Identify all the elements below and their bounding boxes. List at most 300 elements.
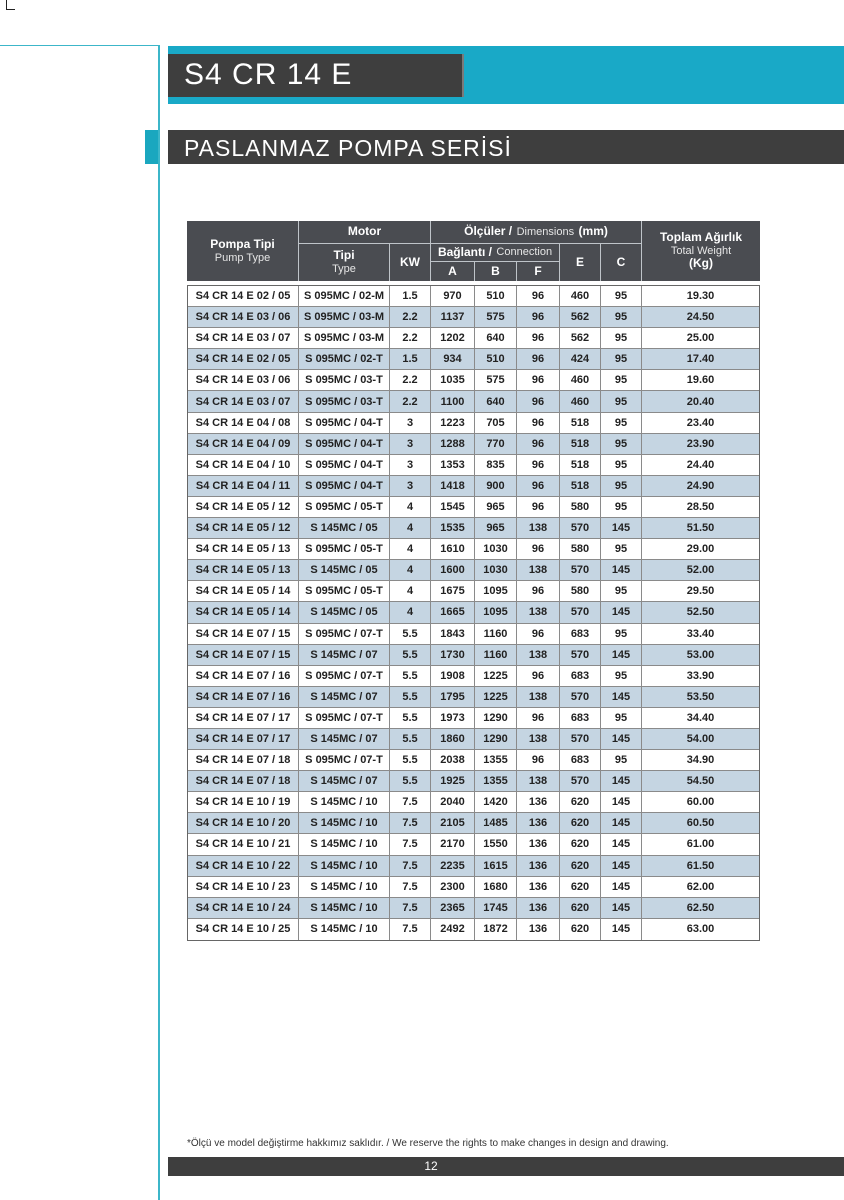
table-row — [188, 539, 759, 560]
header-e: E — [575, 254, 584, 269]
cell-a: 1675 — [431, 581, 475, 601]
header-weight — [642, 221, 760, 281]
cell-a: 1418 — [431, 476, 475, 496]
cell-f: 96 — [517, 434, 560, 454]
cell-c: 145 — [601, 771, 642, 791]
cell-kw: 2.2 — [390, 391, 431, 411]
cell-motor-type: S 145MC / 05 — [299, 560, 390, 580]
cell-motor-type: S 095MC / 07-T — [299, 708, 390, 728]
cell-kw: 5.5 — [390, 687, 431, 707]
cell-a: 2170 — [431, 834, 475, 854]
header-c: C — [616, 254, 626, 269]
cell-pump-type: S4 CR 14 E 05 / 12 — [188, 497, 299, 517]
cell-f: 138 — [517, 729, 560, 749]
cell-pump-type: S4 CR 14 E 07 / 16 — [188, 666, 299, 686]
table-row — [188, 391, 759, 412]
cell-kw: 4 — [390, 497, 431, 517]
cell-pump-type: S4 CR 14 E 10 / 21 — [188, 834, 299, 854]
cell-e: 580 — [560, 581, 601, 601]
cell-weight: 25.00 — [686, 332, 715, 345]
cell-b: 575 — [475, 370, 517, 390]
footer-bar — [168, 1157, 844, 1176]
cell-pump-type: S4 CR 14 E 02 / 05 — [188, 349, 299, 369]
cell-pump-type: S4 CR 14 E 04 / 11 — [188, 476, 299, 496]
header-weight-tr: Toplam Ağırlık — [659, 229, 742, 244]
cell-motor-type: S 095MC / 03-T — [299, 370, 390, 390]
table-row — [188, 624, 759, 645]
header-connection-en: Connection — [496, 246, 553, 259]
page-subtitle: PASLANMAZ POMPA SERİSİ — [184, 135, 512, 161]
page-number: 12 — [424, 1159, 438, 1173]
cell-b: 1095 — [475, 581, 517, 601]
cell-motor-type: S 095MC / 05-T — [299, 497, 390, 517]
cell-f: 96 — [517, 497, 560, 517]
crop-mark — [6, 0, 15, 10]
header-dimensions-en: Dimensions — [516, 225, 575, 238]
cell-c: 95 — [601, 539, 642, 559]
cell-kw: 5.5 — [390, 771, 431, 791]
cell-b: 510 — [475, 349, 517, 369]
accent-tab — [145, 130, 158, 164]
cell-weight: 29.00 — [686, 543, 715, 556]
cell-a: 1035 — [431, 370, 475, 390]
cell-e: 570 — [560, 560, 601, 580]
cell-f: 96 — [517, 455, 560, 475]
cell-motor-type: S 145MC / 05 — [299, 602, 390, 622]
cell-b: 1485 — [475, 813, 517, 833]
cell-f: 136 — [517, 792, 560, 812]
cell-a: 1353 — [431, 455, 475, 475]
cell-f: 96 — [517, 539, 560, 559]
cell-c: 95 — [601, 307, 642, 327]
cell-c: 95 — [601, 476, 642, 496]
accent-line-vertical — [158, 45, 160, 1200]
header-motor-type — [299, 244, 389, 281]
cell-motor-type: S 145MC / 07 — [299, 645, 390, 665]
cell-e: 620 — [560, 856, 601, 876]
cell-weight: 61.00 — [686, 838, 715, 851]
cell-a: 1223 — [431, 413, 475, 433]
cell-motor-type: S 145MC / 10 — [299, 898, 390, 918]
cell-e: 424 — [560, 349, 601, 369]
cell-pump-type: S4 CR 14 E 10 / 22 — [188, 856, 299, 876]
cell-f: 136 — [517, 919, 560, 940]
cell-b: 965 — [475, 518, 517, 538]
cell-motor-type: S 145MC / 10 — [299, 792, 390, 812]
cell-f: 96 — [517, 750, 560, 770]
cell-f: 136 — [517, 898, 560, 918]
cell-e: 580 — [560, 497, 601, 517]
cell-kw: 2.2 — [390, 328, 431, 348]
cell-motor-type: S 095MC / 07-T — [299, 750, 390, 770]
cell-f: 96 — [517, 391, 560, 411]
table-row — [188, 792, 759, 813]
cell-motor-type: S 145MC / 10 — [299, 813, 390, 833]
cell-e: 570 — [560, 729, 601, 749]
cell-c: 145 — [601, 792, 642, 812]
cell-c: 95 — [601, 370, 642, 390]
cell-pump-type: S4 CR 14 E 03 / 06 — [188, 307, 299, 327]
cell-f: 96 — [517, 349, 560, 369]
cell-weight: 60.00 — [686, 796, 715, 809]
cell-weight: 17.40 — [686, 353, 715, 366]
cell-f: 138 — [517, 560, 560, 580]
cell-pump-type: S4 CR 14 E 07 / 18 — [188, 771, 299, 791]
cell-weight: 60.50 — [686, 817, 715, 830]
cell-kw: 7.5 — [390, 813, 431, 833]
cell-a: 2235 — [431, 856, 475, 876]
cell-c: 145 — [601, 834, 642, 854]
cell-pump-type: S4 CR 14 E 07 / 17 — [188, 708, 299, 728]
header-pump-type-tr: Pompa Tipi — [210, 236, 275, 251]
cell-e: 518 — [560, 413, 601, 433]
cell-a: 1288 — [431, 434, 475, 454]
cell-pump-type: S4 CR 14 E 04 / 08 — [188, 413, 299, 433]
cell-a: 2105 — [431, 813, 475, 833]
cell-c: 95 — [601, 413, 642, 433]
cell-weight: 63.00 — [686, 923, 715, 936]
cell-a: 1795 — [431, 687, 475, 707]
cell-kw: 7.5 — [390, 792, 431, 812]
subtitle-band — [168, 130, 844, 164]
header-pump-type — [187, 221, 298, 281]
cell-b: 1290 — [475, 729, 517, 749]
cell-c: 95 — [601, 349, 642, 369]
cell-a: 1600 — [431, 560, 475, 580]
cell-kw: 4 — [390, 560, 431, 580]
cell-a: 2300 — [431, 877, 475, 897]
table-row — [188, 497, 759, 518]
cell-c: 95 — [601, 434, 642, 454]
cell-pump-type: S4 CR 14 E 10 / 19 — [188, 792, 299, 812]
table-row — [188, 708, 759, 729]
cell-c: 145 — [601, 518, 642, 538]
cell-f: 138 — [517, 518, 560, 538]
cell-a: 1843 — [431, 624, 475, 644]
cell-c: 145 — [601, 898, 642, 918]
cell-e: 562 — [560, 328, 601, 348]
cell-a: 1610 — [431, 539, 475, 559]
cell-b: 900 — [475, 476, 517, 496]
header-a: A — [448, 263, 457, 278]
cell-e: 683 — [560, 750, 601, 770]
header-pump-type-en: Pump Type — [214, 251, 271, 264]
cell-weight: 28.50 — [686, 500, 715, 513]
header-connection — [431, 244, 559, 261]
cell-weight: 33.90 — [686, 669, 715, 682]
cell-c: 95 — [601, 624, 642, 644]
cell-e: 683 — [560, 708, 601, 728]
cell-pump-type: S4 CR 14 E 05 / 12 — [188, 518, 299, 538]
cell-f: 138 — [517, 687, 560, 707]
cell-b: 1615 — [475, 856, 517, 876]
cell-f: 96 — [517, 307, 560, 327]
cell-b: 1225 — [475, 687, 517, 707]
cell-a: 1908 — [431, 666, 475, 686]
cell-weight: 20.40 — [686, 395, 715, 408]
cell-f: 138 — [517, 771, 560, 791]
cell-b: 1290 — [475, 708, 517, 728]
table-row — [188, 476, 759, 497]
header-divider — [298, 243, 641, 244]
cell-kw: 2.2 — [390, 370, 431, 390]
cell-motor-type: S 145MC / 10 — [299, 919, 390, 940]
cell-kw: 3 — [390, 413, 431, 433]
cell-c: 145 — [601, 645, 642, 665]
cell-pump-type: S4 CR 14 E 07 / 17 — [188, 729, 299, 749]
cell-a: 1665 — [431, 602, 475, 622]
cell-motor-type: S 095MC / 04-T — [299, 476, 390, 496]
cell-weight: 51.50 — [686, 522, 715, 535]
cell-f: 136 — [517, 813, 560, 833]
cell-weight: 24.40 — [686, 458, 715, 471]
cell-c: 95 — [601, 497, 642, 517]
cell-c: 145 — [601, 813, 642, 833]
cell-kw: 7.5 — [390, 877, 431, 897]
cell-pump-type: S4 CR 14 E 05 / 14 — [188, 602, 299, 622]
cell-pump-type: S4 CR 14 E 07 / 15 — [188, 645, 299, 665]
cell-b: 965 — [475, 497, 517, 517]
footnote: *Ölçü ve model değiştirme hakkımız saklıdır. / We reserve the rights to make changes in design and drawing. — [187, 1138, 669, 1149]
cell-f: 136 — [517, 856, 560, 876]
cell-c: 95 — [601, 286, 642, 306]
table-row — [188, 328, 759, 349]
table-row — [188, 834, 759, 855]
cell-kw: 4 — [390, 518, 431, 538]
table-header — [187, 221, 760, 281]
cell-c: 145 — [601, 856, 642, 876]
cell-e: 562 — [560, 307, 601, 327]
table-row — [188, 666, 759, 687]
cell-a: 1860 — [431, 729, 475, 749]
cell-c: 145 — [601, 919, 642, 940]
cell-pump-type: S4 CR 14 E 02 / 05 — [188, 286, 299, 306]
cell-pump-type: S4 CR 14 E 07 / 18 — [188, 750, 299, 770]
cell-motor-type: S 145MC / 10 — [299, 856, 390, 876]
cell-motor-type: S 145MC / 07 — [299, 771, 390, 791]
cell-b: 1030 — [475, 560, 517, 580]
cell-c: 95 — [601, 666, 642, 686]
cell-e: 518 — [560, 434, 601, 454]
cell-c: 145 — [601, 877, 642, 897]
cell-weight: 62.50 — [686, 901, 715, 914]
cell-pump-type: S4 CR 14 E 07 / 16 — [188, 687, 299, 707]
cell-e: 460 — [560, 286, 601, 306]
cell-motor-type: S 095MC / 03-M — [299, 307, 390, 327]
cell-pump-type: S4 CR 14 E 10 / 24 — [188, 898, 299, 918]
cell-motor-type: S 095MC / 04-T — [299, 455, 390, 475]
cell-c: 145 — [601, 560, 642, 580]
table-row — [188, 813, 759, 834]
cell-pump-type: S4 CR 14 E 10 / 20 — [188, 813, 299, 833]
cell-pump-type: S4 CR 14 E 04 / 09 — [188, 434, 299, 454]
cell-a: 1545 — [431, 497, 475, 517]
cell-e: 580 — [560, 539, 601, 559]
cell-motor-type: S 095MC / 04-T — [299, 434, 390, 454]
cell-f: 96 — [517, 624, 560, 644]
cell-f: 96 — [517, 286, 560, 306]
cell-b: 1225 — [475, 666, 517, 686]
cell-weight: 53.00 — [686, 648, 715, 661]
table-row — [188, 877, 759, 898]
cell-b: 575 — [475, 307, 517, 327]
cell-motor-type: S 145MC / 05 — [299, 518, 390, 538]
cell-a: 2492 — [431, 919, 475, 940]
cell-a: 1925 — [431, 771, 475, 791]
cell-kw: 3 — [390, 455, 431, 475]
cell-e: 683 — [560, 624, 601, 644]
table-row — [188, 602, 759, 623]
cell-pump-type: S4 CR 14 E 07 / 15 — [188, 624, 299, 644]
cell-e: 570 — [560, 645, 601, 665]
cell-e: 620 — [560, 919, 601, 940]
cell-weight: 19.60 — [686, 374, 715, 387]
cell-a: 2365 — [431, 898, 475, 918]
cell-a: 1535 — [431, 518, 475, 538]
cell-b: 1420 — [475, 792, 517, 812]
cell-motor-type: S 095MC / 05-T — [299, 539, 390, 559]
cell-kw: 4 — [390, 581, 431, 601]
cell-kw: 5.5 — [390, 729, 431, 749]
cell-motor-type: S 145MC / 10 — [299, 877, 390, 897]
cell-pump-type: S4 CR 14 E 03 / 07 — [188, 391, 299, 411]
header-motor: Motor — [347, 224, 382, 239]
cell-b: 1355 — [475, 750, 517, 770]
cell-c: 95 — [601, 581, 642, 601]
cell-weight: 34.90 — [686, 754, 715, 767]
cell-weight: 52.00 — [686, 564, 715, 577]
table-row — [188, 581, 759, 602]
cell-b: 1680 — [475, 877, 517, 897]
cell-weight: 33.40 — [686, 627, 715, 640]
cell-c: 145 — [601, 729, 642, 749]
cell-b: 1160 — [475, 645, 517, 665]
cell-kw: 5.5 — [390, 645, 431, 665]
cell-kw: 3 — [390, 476, 431, 496]
cell-motor-type: S 095MC / 03-T — [299, 391, 390, 411]
cell-b: 1872 — [475, 919, 517, 940]
page-title: S4 CR 14 E — [184, 58, 353, 91]
cell-b: 1745 — [475, 898, 517, 918]
cell-motor-type: S 095MC / 02-T — [299, 349, 390, 369]
cell-e: 620 — [560, 877, 601, 897]
table-row — [188, 455, 759, 476]
cell-kw: 5.5 — [390, 666, 431, 686]
cell-f: 136 — [517, 834, 560, 854]
cell-b: 510 — [475, 286, 517, 306]
header-divider — [430, 261, 559, 262]
cell-a: 1202 — [431, 328, 475, 348]
cell-e: 683 — [560, 666, 601, 686]
header-divider — [600, 243, 601, 281]
cell-e: 570 — [560, 771, 601, 791]
cell-motor-type: S 095MC / 02-M — [299, 286, 390, 306]
cell-kw: 4 — [390, 539, 431, 559]
header-dimensions — [431, 221, 641, 243]
cell-pump-type: S4 CR 14 E 05 / 13 — [188, 560, 299, 580]
table-row — [188, 919, 759, 940]
cell-b: 640 — [475, 391, 517, 411]
cell-kw: 1.5 — [390, 286, 431, 306]
cell-b: 1095 — [475, 602, 517, 622]
cell-motor-type: S 095MC / 04-T — [299, 413, 390, 433]
cell-kw: 4 — [390, 602, 431, 622]
cell-kw: 7.5 — [390, 856, 431, 876]
cell-kw: 5.5 — [390, 624, 431, 644]
cell-motor-type: S 095MC / 03-M — [299, 328, 390, 348]
header-weight-en: Total Weight — [670, 244, 732, 257]
cell-kw: 5.5 — [390, 708, 431, 728]
header-b: B — [491, 263, 500, 278]
cell-motor-type: S 095MC / 07-T — [299, 666, 390, 686]
cell-a: 1137 — [431, 307, 475, 327]
header-divider — [389, 243, 390, 281]
cell-pump-type: S4 CR 14 E 05 / 13 — [188, 539, 299, 559]
cell-weight: 53.50 — [686, 690, 715, 703]
header-kw: KW — [400, 254, 420, 269]
cell-weight: 24.90 — [686, 479, 715, 492]
cell-kw: 2.2 — [390, 307, 431, 327]
table-row — [188, 286, 759, 307]
cell-pump-type: S4 CR 14 E 10 / 25 — [188, 919, 299, 940]
cell-kw: 7.5 — [390, 898, 431, 918]
table-row — [188, 518, 759, 539]
cell-motor-type: S 145MC / 07 — [299, 687, 390, 707]
cell-b: 1355 — [475, 771, 517, 791]
table-row — [188, 307, 759, 328]
cell-a: 2040 — [431, 792, 475, 812]
header-divider — [430, 221, 431, 281]
cell-c: 145 — [601, 602, 642, 622]
cell-pump-type: S4 CR 14 E 04 / 10 — [188, 455, 299, 475]
header-tipi: Tipi — [333, 248, 355, 263]
cell-b: 640 — [475, 328, 517, 348]
cell-c: 95 — [601, 328, 642, 348]
header-divider — [474, 261, 475, 281]
cell-e: 620 — [560, 898, 601, 918]
cell-e: 620 — [560, 834, 601, 854]
table-row — [188, 349, 759, 370]
cell-weight: 23.40 — [686, 416, 715, 429]
header-divider — [298, 221, 299, 281]
table-row — [188, 434, 759, 455]
cell-c: 95 — [601, 750, 642, 770]
cell-weight: 61.50 — [686, 859, 715, 872]
cell-weight: 54.00 — [686, 733, 715, 746]
header-dimensions-tr: Ölçüler / — [464, 224, 513, 239]
cell-kw: 5.5 — [390, 750, 431, 770]
cell-b: 1160 — [475, 624, 517, 644]
table-row — [188, 856, 759, 877]
cell-weight: 23.90 — [686, 437, 715, 450]
cell-f: 96 — [517, 581, 560, 601]
cell-weight: 29.50 — [686, 585, 715, 598]
cell-kw: 7.5 — [390, 919, 431, 940]
cell-e: 460 — [560, 370, 601, 390]
cell-e: 518 — [560, 455, 601, 475]
cell-c: 95 — [601, 708, 642, 728]
table-row — [188, 750, 759, 771]
cell-f: 138 — [517, 645, 560, 665]
cell-pump-type: S4 CR 14 E 05 / 14 — [188, 581, 299, 601]
cell-motor-type: S 145MC / 10 — [299, 834, 390, 854]
cell-e: 620 — [560, 792, 601, 812]
cell-weight: 54.50 — [686, 775, 715, 788]
table-row — [188, 560, 759, 581]
header-connection-tr: Bağlantı / — [437, 244, 492, 259]
cell-motor-type: S 095MC / 05-T — [299, 581, 390, 601]
cell-b: 1550 — [475, 834, 517, 854]
